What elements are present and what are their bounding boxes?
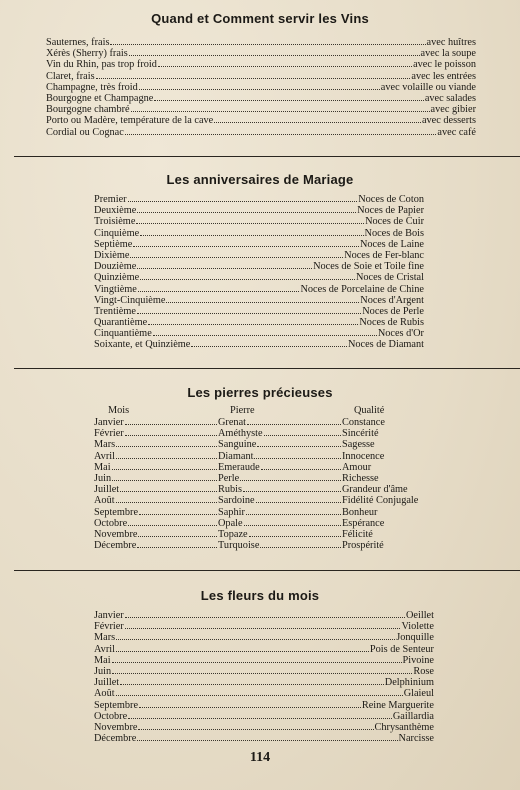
flower-label: Novembre <box>94 721 138 733</box>
wine-label: Bourgogne chambré <box>46 104 130 116</box>
wine-row <box>46 82 476 93</box>
stone-quality: Bonheur <box>342 506 378 518</box>
anniversary-value: Noces de Laine <box>359 238 424 250</box>
dot-leader <box>166 302 359 303</box>
wines-list <box>46 37 476 138</box>
flower-value: Oeillet <box>405 610 434 621</box>
flower-value: Rose <box>413 665 434 677</box>
section-divider <box>14 156 520 157</box>
dot-leader <box>214 122 421 123</box>
dot-leader <box>116 446 217 447</box>
flower-label: Mars <box>94 632 116 644</box>
stone-name: Turquoise <box>218 540 260 552</box>
wine-row <box>46 59 476 70</box>
stone-row <box>94 495 442 506</box>
flower-value: Reine Marguerite <box>361 699 434 711</box>
wine-label: Champagne, très froid <box>46 81 138 93</box>
stones-header-quality: Qualité <box>354 405 385 416</box>
stone-month-cell <box>94 540 218 551</box>
flower-row <box>94 711 434 722</box>
wine-row <box>46 48 476 59</box>
dot-leader <box>116 639 395 640</box>
stone-month: Septembre <box>94 506 139 518</box>
stone-month: Février <box>94 428 124 440</box>
wine-label: Vin du Rhin, pas trop froid <box>46 59 157 71</box>
flower-value: Violette <box>401 621 434 633</box>
stone-name: Rubis <box>218 484 243 496</box>
stone-month-cell <box>94 495 218 506</box>
dot-leader <box>133 246 359 247</box>
wine-label: Cordial ou Cognac <box>46 126 124 138</box>
wine-value: avec le poisson <box>413 59 476 71</box>
stone-month: Août <box>94 495 115 507</box>
dot-leader <box>138 729 373 730</box>
flower-label: Octobre <box>94 710 128 722</box>
wine-label: Bourgogne et Champagne <box>46 92 154 104</box>
anniversary-value: Noces de Diamant <box>347 339 424 351</box>
dot-leader <box>128 201 358 202</box>
wine-value: avec salades <box>424 92 476 104</box>
stones-header-stone: Pierre <box>230 405 255 416</box>
dot-leader <box>116 651 369 652</box>
stone-name-cell <box>218 507 342 518</box>
stone-month-cell <box>94 518 218 529</box>
dot-leader <box>125 628 401 629</box>
dot-leader <box>243 491 341 492</box>
stone-month-cell <box>94 473 218 484</box>
dot-leader <box>129 55 420 56</box>
wine-label: Porto ou Madère, température de la cave <box>46 115 214 127</box>
stone-name: Perle <box>218 472 240 484</box>
stone-month: Juillet <box>94 484 120 496</box>
stone-name-cell <box>218 529 342 540</box>
anniversary-row <box>94 205 424 216</box>
flower-value: Glaieul <box>403 688 434 700</box>
dot-leader <box>137 313 361 314</box>
anniversary-value: Noces de Cuir <box>365 216 424 228</box>
stone-name-cell <box>218 439 342 450</box>
anniversary-value: Noces de Coton <box>358 194 424 205</box>
stone-name: Sardoine <box>218 495 255 507</box>
stone-quality: Félicité <box>342 528 373 540</box>
anniversaries-list <box>94 194 424 351</box>
stone-month-cell <box>94 507 218 518</box>
section-divider <box>14 368 520 369</box>
flower-value: Pivoine <box>402 654 434 666</box>
stone-month: Janvier <box>94 417 124 428</box>
wine-row <box>46 37 476 48</box>
stone-name-cell <box>218 451 342 462</box>
anniversary-value: Noces d'Or <box>377 328 424 340</box>
dot-leader <box>128 718 392 719</box>
flower-row <box>94 610 434 621</box>
flower-label: Juin <box>94 665 112 677</box>
stone-month: Décembre <box>94 540 137 552</box>
stone-quality: Sagesse <box>342 439 375 451</box>
dot-leader <box>137 268 312 269</box>
anniversary-value: Noces de Porcelaine de Chine <box>300 283 424 295</box>
wine-label: Claret, frais <box>46 70 95 82</box>
anniversary-label: Vingtième <box>94 283 137 295</box>
stone-row <box>94 529 442 540</box>
anniversary-row <box>94 228 424 239</box>
stone-name-cell <box>218 540 342 551</box>
flower-label: Mai <box>94 654 111 666</box>
anniversary-label: Cinquième <box>94 227 140 239</box>
flower-label: Juillet <box>94 677 120 689</box>
stone-month-cell <box>94 428 218 439</box>
anniversary-value: Noces de Soie et Toile fine <box>313 261 424 273</box>
wine-value: avec huîtres <box>426 37 476 48</box>
anniversary-row <box>94 317 424 328</box>
stone-row <box>94 473 442 484</box>
anniversary-label: Quarantième <box>94 317 148 329</box>
flowers-title: Les fleurs du mois <box>200 588 320 603</box>
page-number: 114 <box>249 750 271 765</box>
flower-label: Septembre <box>94 699 139 711</box>
stone-row <box>94 484 442 495</box>
dot-leader <box>244 525 341 526</box>
anniversary-row <box>94 194 424 205</box>
stone-month-cell <box>94 439 218 450</box>
stone-row <box>94 518 442 529</box>
wine-value: avec volaille ou viande <box>380 81 476 93</box>
stone-quality: Espérance <box>342 517 385 529</box>
flowers-list <box>94 610 434 744</box>
dot-leader <box>140 235 363 236</box>
wine-value: avec les entrées <box>411 70 476 82</box>
anniversary-value: Noces de Papier <box>357 205 424 217</box>
stone-name: Améthyste <box>218 428 263 440</box>
stone-month-cell <box>94 462 218 473</box>
dot-leader <box>247 424 341 425</box>
stone-quality: Prospérité <box>342 540 384 552</box>
anniversary-row <box>94 250 424 261</box>
anniversary-label: Deuxième <box>94 205 137 217</box>
stone-name-cell <box>218 495 342 506</box>
dot-leader <box>116 502 217 503</box>
anniversary-row <box>94 216 424 227</box>
dot-leader <box>158 66 412 67</box>
dot-leader <box>139 514 217 515</box>
anniversary-value: Noces de Cristal <box>355 272 424 284</box>
stones-body <box>94 417 442 551</box>
stone-quality: Richesse <box>342 472 379 484</box>
dot-leader <box>112 480 217 481</box>
dot-leader <box>137 547 217 548</box>
stone-month: Juin <box>94 472 112 484</box>
stone-quality: Fidélité Conjugale <box>342 495 419 507</box>
stone-quality: Amour <box>342 461 372 473</box>
stone-name-cell <box>218 428 342 439</box>
anniversary-value: Noces de Bois <box>364 227 424 239</box>
anniversary-label: Vingt-Cinquième <box>94 294 166 306</box>
flower-row <box>94 655 434 666</box>
dot-leader <box>130 257 343 258</box>
flower-label: Février <box>94 621 124 633</box>
wine-value: avec café <box>437 126 476 138</box>
dot-leader <box>154 100 423 101</box>
dot-leader <box>120 684 384 685</box>
wine-row <box>46 71 476 82</box>
stone-row <box>94 451 442 462</box>
section-divider <box>14 570 520 571</box>
stones-header-row <box>94 405 442 417</box>
stone-quality: Sincérité <box>342 428 379 440</box>
dot-leader <box>112 469 217 470</box>
anniversary-row <box>94 328 424 339</box>
stone-name: Opale <box>218 517 243 529</box>
wine-value: avec desserts <box>421 115 476 127</box>
dot-leader <box>125 424 217 425</box>
stone-name-cell <box>218 417 342 428</box>
flower-value: Jonquille <box>396 632 434 644</box>
anniversary-label: Cinquantième <box>94 328 152 340</box>
flower-row <box>94 677 434 688</box>
flower-value: Narcisse <box>398 733 434 745</box>
flower-label: Décembre <box>94 733 137 745</box>
anniversary-value: Noces de Perle <box>362 305 424 317</box>
dot-leader <box>256 502 341 503</box>
dot-leader <box>125 134 437 135</box>
stone-quality: Grandeur d'âme <box>342 484 408 496</box>
stone-month: Octobre <box>94 517 128 529</box>
dot-leader <box>128 525 217 526</box>
anniversary-row <box>94 306 424 317</box>
stone-month: Mars <box>94 439 116 451</box>
anniversary-label: Dixième <box>94 249 130 261</box>
anniversary-row <box>94 284 424 295</box>
anniversary-row <box>94 295 424 306</box>
dot-leader <box>261 469 341 470</box>
flower-value: Delphinium <box>384 677 434 689</box>
anniversary-row <box>94 261 424 272</box>
flower-row <box>94 688 434 699</box>
dot-leader <box>254 458 341 459</box>
stone-row <box>94 428 442 439</box>
stone-month: Mai <box>94 461 111 473</box>
stone-name: Grenat <box>218 417 247 428</box>
flower-value: Gaillardia <box>392 710 434 722</box>
dot-leader <box>191 346 347 347</box>
stone-name: Topaze <box>218 528 248 540</box>
dot-leader <box>260 547 341 548</box>
flower-value: Chrysanthème <box>374 721 434 733</box>
wine-label: Xérès (Sherry) frais <box>46 48 128 60</box>
stone-month-cell <box>94 451 218 462</box>
wine-row <box>46 104 476 115</box>
dot-leader <box>137 740 397 741</box>
stones-table <box>94 405 442 551</box>
dot-leader <box>240 480 341 481</box>
dot-leader <box>153 335 377 336</box>
dot-leader <box>246 514 341 515</box>
anniversary-value: Noces d'Argent <box>360 294 424 306</box>
dot-leader <box>131 111 430 112</box>
stone-name-cell <box>218 462 342 473</box>
wine-value: avec la soupe <box>420 48 476 60</box>
wines-title: Quand et Comment servir les Vins <box>151 11 369 26</box>
dot-leader <box>140 279 355 280</box>
dot-leader <box>264 435 341 436</box>
wine-label: Sauternes, frais <box>46 37 110 48</box>
dot-leader <box>138 536 217 537</box>
dot-leader <box>139 707 361 708</box>
anniversary-label: Soixante, et Quinzième <box>94 339 191 351</box>
stone-row <box>94 507 442 518</box>
stone-row <box>94 462 442 473</box>
wine-row <box>46 93 476 104</box>
stone-name: Sanguine <box>218 439 257 451</box>
stone-month-cell <box>94 484 218 495</box>
stone-row <box>94 417 442 428</box>
anniversary-label: Septième <box>94 238 133 250</box>
wine-value: avec gibier <box>430 104 476 116</box>
anniversary-value: Noces de Fer-blanc <box>344 249 424 261</box>
stone-row <box>94 439 442 450</box>
stone-quality: Innocence <box>342 450 385 462</box>
flower-value: Pois de Senteur <box>369 643 434 655</box>
flower-row <box>94 644 434 655</box>
anniversary-label: Troisième <box>94 216 136 228</box>
stones-header-month: Mois <box>108 405 130 416</box>
dot-leader <box>96 78 411 79</box>
stone-name-cell <box>218 473 342 484</box>
dot-leader <box>257 446 341 447</box>
stone-name: Emeraude <box>218 461 260 473</box>
flower-row <box>94 632 434 643</box>
anniversary-label: Trentième <box>94 305 136 317</box>
flower-row <box>94 621 434 632</box>
stone-month-cell <box>94 529 218 540</box>
stone-name: Diamant <box>218 450 254 462</box>
dot-leader <box>125 435 217 436</box>
anniversary-value: Noces de Rubis <box>359 317 424 329</box>
stone-row <box>94 540 442 551</box>
dot-leader <box>136 223 364 224</box>
flower-row <box>94 700 434 711</box>
stone-month: Novembre <box>94 528 138 540</box>
stone-name-cell <box>218 518 342 529</box>
stone-month-cell <box>94 417 218 428</box>
dot-leader <box>116 458 217 459</box>
stone-quality: Constance <box>342 417 385 428</box>
dot-leader <box>137 212 356 213</box>
anniversary-row <box>94 272 424 283</box>
flower-row <box>94 666 434 677</box>
flower-row <box>94 722 434 733</box>
dot-leader <box>112 662 402 663</box>
flower-label: Août <box>94 688 115 700</box>
anniversary-row <box>94 239 424 250</box>
anniversary-label: Premier <box>94 194 127 205</box>
dot-leader <box>249 536 341 537</box>
anniversary-label: Douzième <box>94 261 137 273</box>
wine-row <box>46 127 476 138</box>
wine-row <box>46 115 476 126</box>
stones-title: Les pierres précieuses <box>187 385 333 400</box>
stone-name-cell <box>218 484 342 495</box>
dot-leader <box>120 491 217 492</box>
anniversaries-title: Les anniversaires de Mariage <box>166 172 354 187</box>
stone-month: Avril <box>94 450 115 462</box>
dot-leader <box>148 324 358 325</box>
flower-label: Janvier <box>94 610 124 621</box>
dot-leader <box>116 695 403 696</box>
flower-row <box>94 733 434 744</box>
flower-label: Avril <box>94 643 115 655</box>
dot-leader <box>138 291 300 292</box>
anniversary-row <box>94 339 424 350</box>
stone-name: Saphir <box>218 506 245 518</box>
anniversary-label: Quinzième <box>94 272 140 284</box>
dot-leader <box>125 617 405 618</box>
dot-leader <box>112 673 412 674</box>
dot-leader <box>110 44 425 45</box>
dot-leader <box>139 89 380 90</box>
